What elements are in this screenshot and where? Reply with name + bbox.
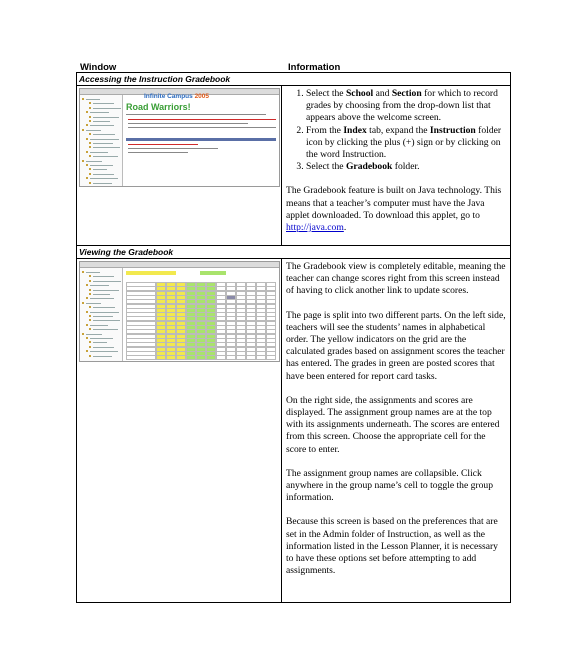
tree-folder-icon bbox=[86, 324, 88, 326]
tree-folder-icon bbox=[86, 297, 88, 299]
tree-item bbox=[93, 147, 120, 148]
step-3: 3. Select the Gradebook folder. bbox=[306, 161, 506, 173]
tree-item bbox=[93, 329, 118, 330]
tree-item bbox=[93, 183, 112, 184]
tree-item bbox=[93, 320, 120, 321]
paragraph-2: The page is split into two different parts. On the left side, teachers will see the students’ names in alphabetical order. The yellow indicators on the grid are the calculated grades based on assignment scores the teacher has entered. The grades in green are posted scores that have been entered for report card tasks. bbox=[286, 309, 506, 382]
information-column-header: Information bbox=[288, 62, 341, 73]
score-cell bbox=[206, 355, 216, 360]
tree-folder-icon bbox=[89, 116, 91, 118]
score-cell bbox=[236, 355, 246, 360]
window-cell-accessing bbox=[77, 86, 282, 246]
tree-item bbox=[86, 303, 101, 304]
window-column-header: Window bbox=[80, 62, 117, 73]
tree-folder-icon bbox=[86, 337, 88, 339]
tree-folder-icon bbox=[89, 107, 91, 109]
score-cell bbox=[176, 355, 186, 360]
tree-item bbox=[93, 134, 115, 135]
tree-item bbox=[93, 174, 114, 175]
paragraph-3: On the right side, the assignments and scores are displayed. The assignment group names are at the top with its assignments underneath. The scores are entered from this screen. Choose the appropriate cell for the score to enter. bbox=[286, 394, 500, 455]
tree-folder-icon bbox=[89, 289, 91, 291]
campus-title: Infinite Campus 2005 bbox=[144, 93, 210, 100]
tree-item bbox=[93, 316, 113, 317]
score-cell bbox=[156, 355, 166, 360]
welcome-message: Road Warriors! bbox=[126, 102, 191, 112]
tree-item bbox=[93, 342, 107, 343]
tree-item bbox=[90, 152, 108, 153]
tree-folder-icon bbox=[82, 333, 84, 335]
tree-item bbox=[93, 281, 121, 282]
steps-list bbox=[286, 88, 506, 173]
tree-item bbox=[93, 276, 114, 277]
tree-item bbox=[93, 121, 110, 122]
instructions-table bbox=[76, 72, 511, 603]
tree-folder-icon bbox=[89, 293, 91, 295]
navigation-tree bbox=[80, 95, 123, 186]
info-cell-accessing bbox=[282, 86, 511, 246]
tree-folder-icon bbox=[82, 302, 84, 304]
score-cell bbox=[226, 355, 236, 360]
tree-item bbox=[86, 130, 101, 131]
section-title-accessing: Accessing the Instruction Gradebook bbox=[77, 73, 511, 86]
navigation-tree bbox=[80, 268, 123, 361]
tree-item bbox=[93, 143, 113, 144]
tree-item bbox=[90, 112, 109, 113]
tree-folder-icon bbox=[89, 155, 91, 157]
tree-item bbox=[93, 108, 121, 109]
tree-folder-icon bbox=[82, 271, 84, 273]
grade-header-green bbox=[200, 271, 226, 275]
score-cell bbox=[216, 355, 226, 360]
paragraph-4: The assignment group names are collapsible. Click anywhere in the group name’s cell to toggle the group information. bbox=[286, 467, 494, 504]
student-name-cell bbox=[126, 355, 156, 360]
tree-item bbox=[90, 298, 114, 299]
tree-folder-icon bbox=[89, 280, 91, 282]
tree-folder-icon bbox=[89, 346, 91, 348]
tree-folder-icon bbox=[89, 168, 91, 170]
tree-item bbox=[90, 351, 118, 352]
tree-folder-icon bbox=[86, 311, 88, 313]
tree-item bbox=[90, 178, 118, 179]
paragraph-1: The Gradebook view is completely editable, meaning the teacher can change scores right from this screen instead of having to click another link to update scores. bbox=[286, 261, 506, 297]
tree-item bbox=[93, 156, 118, 157]
tree-item bbox=[93, 117, 119, 118]
tree-folder-icon bbox=[86, 177, 88, 179]
tree-item bbox=[90, 312, 119, 313]
tree-item bbox=[90, 125, 114, 126]
tree-folder-icon bbox=[89, 142, 91, 144]
tree-item bbox=[90, 285, 109, 286]
tree-item bbox=[90, 165, 113, 166]
tree-folder-icon bbox=[89, 102, 91, 104]
tree-folder-icon bbox=[82, 129, 84, 131]
tree-folder-icon bbox=[86, 164, 88, 166]
window-cell-viewing bbox=[77, 259, 282, 603]
tree-item bbox=[86, 99, 100, 100]
score-cell bbox=[266, 355, 276, 360]
tree-item bbox=[93, 356, 112, 357]
tree-folder-icon bbox=[89, 182, 91, 184]
tree-item bbox=[93, 290, 119, 291]
tree-folder-icon bbox=[89, 355, 91, 357]
java-note: The Gradebook feature is built on Java technology. This means that a teacher’s computer must have the Java applet downloaded. To download this applet, go to http://java.com. bbox=[286, 185, 502, 234]
tree-item bbox=[90, 139, 119, 140]
tree-folder-icon bbox=[86, 111, 88, 113]
tree-folder-icon bbox=[89, 173, 91, 175]
tree-folder-icon bbox=[86, 284, 88, 286]
tree-folder-icon bbox=[89, 120, 91, 122]
tree-folder-icon bbox=[86, 124, 88, 126]
campus-welcome-screenshot bbox=[79, 88, 280, 187]
tree-item bbox=[86, 334, 102, 335]
info-cell-viewing bbox=[282, 259, 511, 603]
tree-folder-icon bbox=[89, 133, 91, 135]
gradebook-screenshot bbox=[79, 261, 280, 362]
tree-folder-icon bbox=[86, 138, 88, 140]
score-cell bbox=[256, 355, 266, 360]
paragraph-5: Because this screen is based on the preferences that are set in the Admin folder of Instruction, as well as the information listed in the Lesson Planner, it is necessary to have these options set before attempting to add assignments. bbox=[286, 516, 498, 577]
score-cell bbox=[166, 355, 176, 360]
tree-folder-icon bbox=[86, 151, 88, 153]
tree-folder-icon bbox=[82, 98, 84, 100]
tree-folder-icon bbox=[89, 315, 91, 317]
tree-folder-icon bbox=[86, 350, 88, 352]
tree-item bbox=[93, 294, 110, 295]
step-2: 2. From the Index tab, expand the Instruction folder icon by clicking the plus (+) sign or by clicking on the word Instruction. bbox=[306, 125, 506, 162]
score-cell bbox=[246, 355, 256, 360]
tree-item bbox=[93, 169, 107, 170]
step-1: 1. Select the School and Section for which to record grades by choosing from the drop-down list that appears above the welcome screen. bbox=[306, 88, 506, 125]
tree-item bbox=[86, 272, 100, 273]
tree-folder-icon bbox=[89, 319, 91, 321]
tree-folder-icon bbox=[89, 341, 91, 343]
tree-item bbox=[90, 325, 108, 326]
tree-folder-icon bbox=[89, 306, 91, 308]
tree-folder-icon bbox=[89, 275, 91, 277]
score-cell bbox=[196, 355, 206, 360]
tree-item bbox=[93, 103, 114, 104]
java-link[interactable]: http://java.com bbox=[286, 222, 344, 234]
tree-folder-icon bbox=[89, 328, 91, 330]
grade-header-yellow bbox=[126, 271, 176, 275]
tree-item bbox=[93, 307, 115, 308]
score-cell bbox=[186, 355, 196, 360]
tree-folder-icon bbox=[89, 146, 91, 148]
tree-folder-icon bbox=[82, 160, 84, 162]
tree-item bbox=[90, 338, 113, 339]
tree-item bbox=[93, 347, 114, 348]
section-title-viewing: Viewing the Gradebook bbox=[77, 246, 511, 259]
tree-item bbox=[86, 161, 102, 162]
